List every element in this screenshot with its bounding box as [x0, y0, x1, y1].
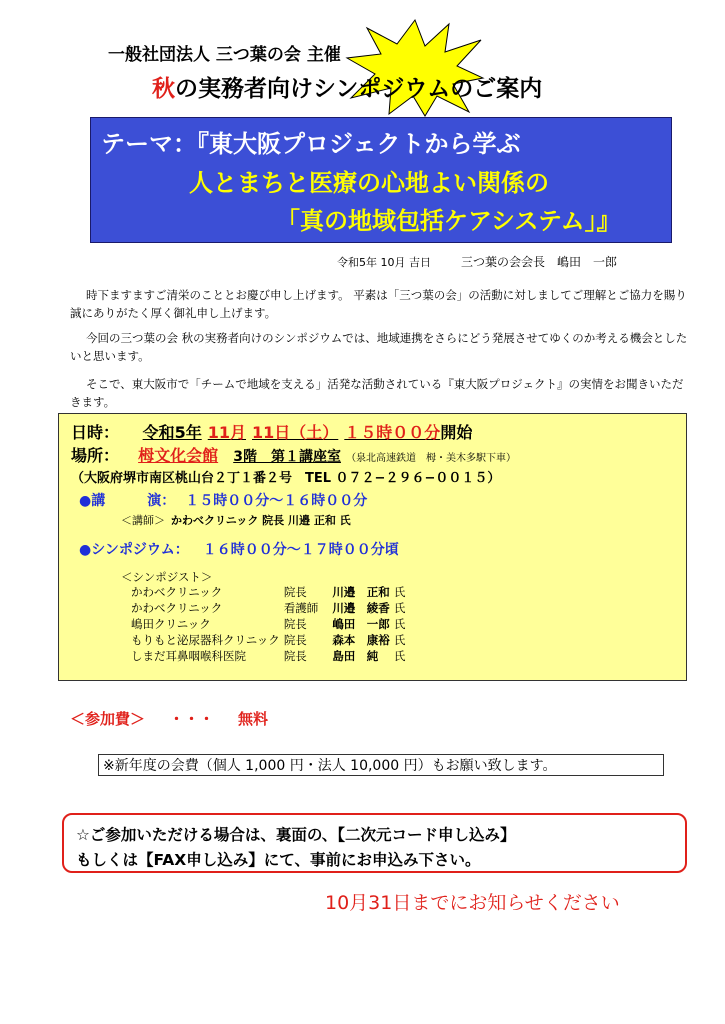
theme-line-2: 人とまちと医療の心地よい関係の [189, 169, 549, 197]
theme-banner [90, 117, 672, 243]
fee-label: ＜参加費＞ [70, 710, 146, 728]
datetime-value [143, 423, 441, 442]
panelist-row [131, 616, 409, 632]
theme-line-1: テーマ：『東大阪プロジェクトから学ぶ [101, 130, 521, 158]
panelist-name: 川邉 正和 [332, 585, 390, 599]
page-title [152, 70, 542, 103]
datetime-year: 令和5年 [142, 423, 202, 442]
issue-date: 令和5年 10月 吉日 [337, 256, 431, 269]
datetime-time: １５時００分 [344, 423, 441, 442]
lecture-label: ●講 演： [79, 493, 176, 509]
venue-access: （泉北高速鉄道 栂・美木多駅下車） [346, 453, 517, 464]
deadline-notice: 10月31日までにお知らせください [325, 892, 620, 914]
panelist-honorific: 氏 [393, 617, 406, 631]
theme-line-3: 「真の地域包括ケアシステム」』 [276, 207, 621, 235]
panelist-name: 島田 純 [332, 649, 379, 663]
symposium-label: ●シンポジウム： [79, 542, 189, 558]
datetime-month: 11月 [207, 423, 247, 442]
lecturer-row [121, 512, 351, 528]
lecture-time: １５時００分～１６時００分 [185, 493, 368, 509]
panelists-label: ＜シンポジスト＞ [121, 570, 213, 584]
fee-value: 無料 [238, 710, 269, 728]
panelist-name: 嶋田 一郎 [332, 617, 390, 631]
datetime-day: 11日（土） [252, 423, 339, 442]
venue-address: （大阪府堺市南区桃山台２丁１番２号 TEL ０７２−２９６−００１５） [71, 471, 501, 486]
lecture-row [79, 490, 367, 510]
panelist-role: 看護師 [283, 601, 319, 615]
notice-line-1: ☆ご参加いただける場合は、裏面の、【二次元コード申し込み】 [76, 826, 516, 844]
panelist-name: 森本 康裕 [332, 633, 390, 647]
datetime-row [71, 420, 472, 443]
membership-fee-note: ※新年度の会費（個人 1,000 円・法人 10,000 円）もお願い致します。 [98, 754, 664, 776]
starburst-decoration [345, 18, 485, 118]
date-line [337, 253, 617, 270]
symposium-time: １６時００分～１７時００分頃 [202, 542, 399, 558]
panelist-org: 嶋田クリニック [131, 617, 211, 631]
panelist-role: 院長 [283, 585, 307, 599]
registration-notice [62, 813, 687, 873]
organizer-line: 一般社団法人 三つ葉の会 主催 [108, 45, 341, 65]
venue-name: 栂文化会館 [138, 446, 219, 465]
panelist-name: 川邉 綾香 [332, 601, 390, 615]
fee-dots: ・・・ [169, 710, 215, 728]
panelist-honorific: 氏 [393, 585, 406, 599]
title-accent: 秋 [152, 76, 175, 102]
panelist-org: かわべクリニック [131, 601, 223, 615]
venue-room: 3階 第１講座室 [233, 449, 341, 465]
datetime-label: 日時： [71, 423, 120, 442]
lecturer-label: ＜講師＞ [121, 514, 165, 527]
president-name: 三つ葉の会会長 嶋田 一郎 [461, 255, 618, 269]
purpose-paragraph: 今回の三つ葉の会 秋の実務者向けのシンポジウムでは、地域連携をさらにどう発展させてゆくのか考える機会としたいと思います。 [70, 331, 688, 363]
panelist-org: もりもと泌尿器科クリニック [131, 633, 280, 647]
fee-row [70, 708, 268, 729]
title-text: の実務者向けシンポジウムのご案内 [175, 76, 543, 102]
panelist-org: しまだ耳鼻咽喉科医院 [131, 649, 246, 663]
datetime-start: 開始 [440, 423, 473, 442]
panelist-row [131, 584, 409, 600]
panelist-row [131, 648, 409, 664]
panelist-org: かわべクリニック [131, 585, 223, 599]
panelist-role: 院長 [283, 649, 307, 663]
lecturer-name: かわべクリニック 院長 川邉 正和 氏 [171, 514, 351, 527]
panelist-honorific: 氏 [393, 633, 406, 647]
event-info-box [58, 413, 687, 681]
panelists-table [131, 584, 409, 664]
venue-row [71, 443, 516, 466]
venue-label: 場所： [71, 446, 120, 465]
panelist-honorific: 氏 [393, 649, 406, 663]
symposium-row [79, 539, 399, 559]
panelist-role: 院長 [283, 617, 307, 631]
greeting-paragraph: 時下ますますご清栄のこととお慶び申し上げます。 平素は「三つ葉の会」の活動に対しましてご理解とご協力を賜り誠にありがたく厚く御礼申し上げます。 [70, 288, 687, 320]
panelist-role: 院長 [283, 633, 307, 647]
notice-line-2: もしくは【FAX申し込み】にて、事前にお申込み下さい。 [76, 851, 481, 869]
panelist-honorific: 氏 [393, 601, 406, 615]
panelist-row [131, 600, 409, 616]
intro-paragraph: そこで、東大阪市で「チームで地域を支える」活発な活動されている『東大阪プロジェクト』の実情をお聞きいただきます。 [70, 377, 684, 409]
panelist-row [131, 632, 409, 648]
